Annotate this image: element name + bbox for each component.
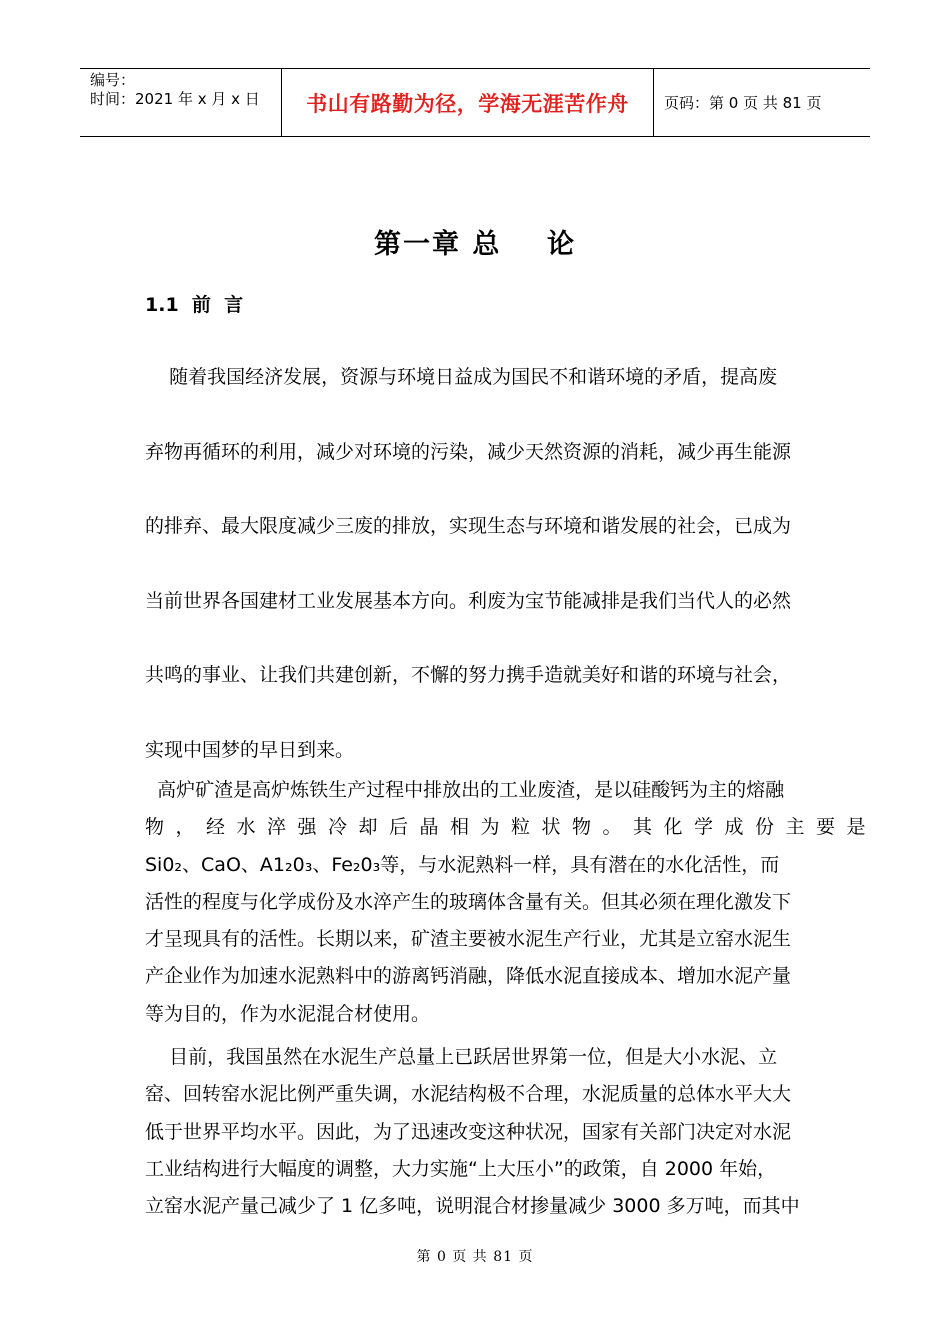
paragraph-industry	[145, 1039, 810, 1225]
header-motto: 书山有路勤为径，学海无涯苦作舟	[306, 90, 629, 116]
paragraph-line: 当前世界各国建材工业发展基本方向。利废为宝节能减排是我们当代人的必然	[145, 589, 792, 612]
paragraph-intro	[145, 340, 810, 787]
paragraph-line: Si0₂、CaO、A1₂0₃、Fe₂0₃等，与水泥熟料一样，具有潜在的水化活性，而	[145, 853, 780, 876]
paragraph-line: 产企业作为加速水泥熟料中的游离钙消融，降低水泥直接成本、增加水泥产量	[145, 965, 792, 988]
paragraph-line: 才呈现具有的活性。长期以来，矿渣主要被水泥生产行业，尤其是立窑水泥生	[145, 928, 792, 951]
paragraph-line: 的排弃、最大限度减少三废的排放，实现生态与环境和谐发展的社会，已成为	[145, 515, 792, 537]
paragraph-line: 弃物再循环的利用，减少对环境的污染，减少天然资源的消耗，减少再生能源	[145, 440, 792, 463]
paragraph-line: 物，经水淬强冷却后晶相为粒状物。其化学成份主要是	[145, 816, 878, 839]
paragraph-line: 低于世界平均水平。因此，为了迅速改变这种状况，国家有关部门决定对水泥	[145, 1120, 792, 1143]
paragraph-line: 目前，我国虽然在水泥生产总量上已跃居世界第一位，但是大小水泥、立	[145, 1046, 778, 1068]
paragraph-line: 随着我国经济发展，资源与环境日益成为国民不和谐环境的矛盾，提高废	[145, 366, 778, 388]
section-title: 1.1 前 言	[145, 294, 244, 316]
header-motto-cell	[282, 69, 654, 136]
document-number-label: 编号：	[90, 71, 136, 89]
paragraph-line: 工业结构进行大幅度的调整，大力实施“上大压小”的政策，自 2000 年始，	[145, 1157, 777, 1180]
paragraph-line: 窑、回转窑水泥比例严重失调，水泥结构极不合理，水泥质量的总体水平大大	[145, 1083, 792, 1106]
paragraph-line: 实现中国梦的早日到来。	[145, 738, 355, 761]
paragraph-line: 高炉矿渣是高炉炼铁生产过程中排放出的工业废渣，是以硅酸钙为主的熔融	[145, 779, 785, 801]
header-page-info: 页码：第 0 页 共 81 页	[664, 94, 822, 112]
chapter-title: 第一章 总 论	[374, 229, 576, 260]
paragraph-line: 等为目的，作为水泥混合材使用。	[145, 1002, 431, 1025]
document-date: 时间：2021 年 x 月 x 日	[90, 90, 260, 108]
header-meta	[80, 69, 282, 136]
paragraph-line: 立窑水泥产量己减少了 1 亿多吨，说明混合材掺量减少 3000 多万吨，而其中	[145, 1195, 800, 1218]
page-footer: 第 0 页 共 81 页	[416, 1249, 534, 1265]
paragraph-line: 共鸣的事业、让我们共建创新，不懈的努力携手造就美好和谐的环境与社会，	[145, 664, 792, 686]
paragraph-slag	[145, 772, 878, 1033]
paragraph-line: 活性的程度与化学成份及水淬产生的玻璃体含量有关。但其必须在理化激发下	[145, 890, 792, 913]
page-header	[80, 68, 870, 137]
